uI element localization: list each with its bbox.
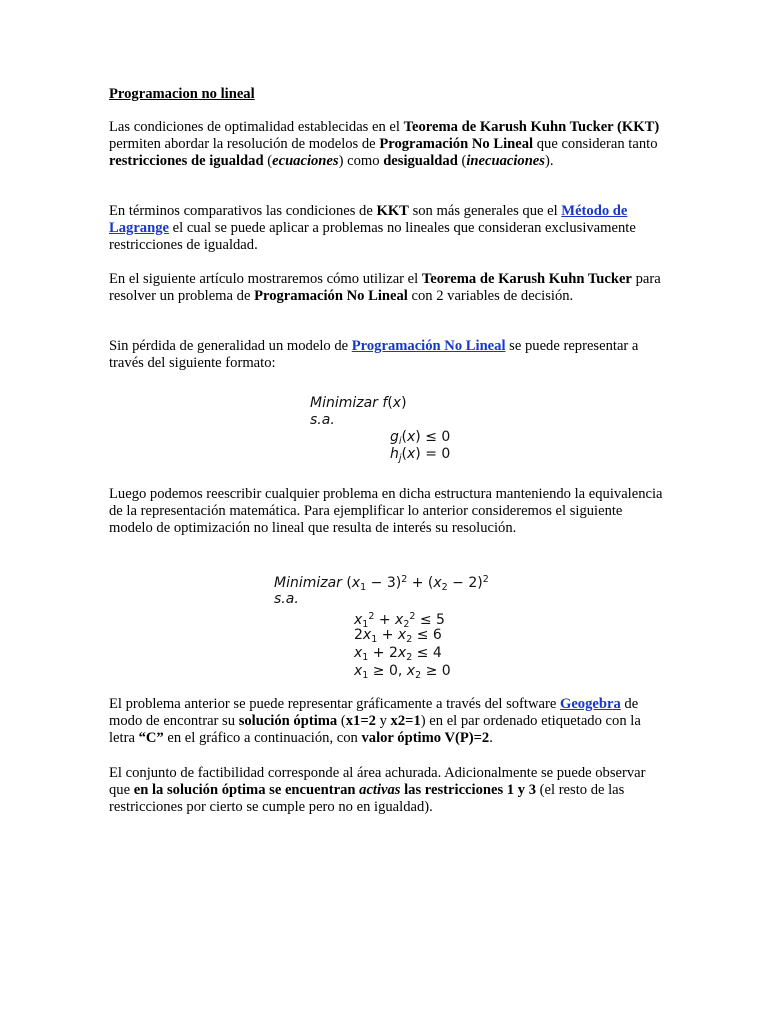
bold-text: Teorema de Karush Kuhn Tucker <box>421 271 632 287</box>
text: para resolver un problema de <box>109 271 661 304</box>
bold-text: Programación No Lineal <box>254 287 408 304</box>
page-title: Programacion no lineal <box>109 86 255 102</box>
text: El problema anterior se puede representar gráficamente a través del software <box>109 696 560 712</box>
bold-text: en la solución óptima se encuentran <box>133 781 360 798</box>
text: ) como <box>338 152 384 169</box>
text: ( <box>457 152 467 169</box>
text: ). <box>544 152 554 169</box>
text: ) en el par ordenado etiquetado con la letra <box>109 712 641 746</box>
text: que consideran tanto <box>533 135 658 152</box>
formula-sa: s.a. <box>310 412 335 428</box>
bold-text: x2=1 <box>390 712 421 729</box>
paragraph-kkt-vs-lagrange <box>109 203 669 253</box>
text: el cual se puede aplicar a problemas no lineales que consideran exclusivamente restricciones de igualdad. <box>109 219 636 253</box>
bold-text: Programación No Lineal <box>379 135 534 152</box>
text: son más generales que el <box>408 203 562 219</box>
link-geogebra[interactable]: Geogebra <box>559 696 621 712</box>
text: Sin pérdida de generalidad un modelo de <box>109 338 352 354</box>
text: con 2 variables de decisión. <box>407 287 574 304</box>
paragraph-general-format <box>109 338 669 372</box>
paragraph-kkt-intro <box>109 119 669 169</box>
text: y <box>375 712 391 729</box>
bold-text: Teorema de Karush Kuhn Tucker (KKT) <box>403 119 660 135</box>
paragraph-geogebra <box>109 696 669 746</box>
text: ( <box>263 152 273 169</box>
bold-italic-text: activas <box>359 781 401 798</box>
text: en el gráfico a continuación, con <box>163 729 362 746</box>
bold-text: restricciones de igualdad <box>109 152 264 169</box>
formula-inequality: $g_i(x) \le 0$ <box>390 429 451 447</box>
text: . <box>489 729 493 746</box>
text: ( <box>337 712 346 729</box>
text: Luego podemos reescribir cualquier problema en dicha estructura manteniendo la equivalencia de la representación matemática. Para ejemplificar lo anterior consideremos el siguiente modelo de optimización no lineal que resulta de interés su resolución. <box>109 486 663 536</box>
bold-text: desigualdad <box>383 152 458 169</box>
link-programacion-no-lineal[interactable]: Programación No Lineal <box>351 338 506 354</box>
constraint-2: $2x_1 + x_2 \le 6$ <box>354 627 442 645</box>
formula-objective: Minimizar $(x_1 - 3)^2 + (x_2 - 2)^2$ <box>274 574 489 593</box>
constraint-1: $x_1^2 + x_2^2 \le 5$ <box>354 611 445 630</box>
bold-text: las restricciones 1 y 3 <box>400 781 536 798</box>
text: En términos comparativos las condiciones de <box>109 203 377 219</box>
constraint-3: $x_1 + 2x_2 \le 4$ <box>354 645 442 663</box>
bold-text: x1=2 <box>345 712 376 729</box>
text: El conjunto de factibilidad corresponde al área achurada. Adicionalmente se puede observar que <box>109 765 646 798</box>
text: Las condiciones de optimalidad establecidas en el <box>109 119 404 135</box>
formula-objective: Minimizar f(x) <box>310 395 407 411</box>
paragraph-feasible-set <box>109 765 669 815</box>
bold-text: valor óptimo V(P)=2 <box>361 729 490 746</box>
text: de modo de encontrar su <box>109 696 639 729</box>
paragraph-article-goal <box>109 271 669 305</box>
paragraph-example-intro <box>109 486 669 536</box>
formula-equality: $h_j(x) = 0$ <box>390 446 451 464</box>
constraint-4: $x_1 \ge 0$, $x_2 \ge 0$ <box>354 663 451 681</box>
formula-sa: s.a. <box>274 591 299 607</box>
bold-text: “C” <box>138 729 164 746</box>
bold-italic-text: inecuaciones <box>466 152 545 169</box>
text: (el resto de las restricciones por cierto se cumple pero no en igualdad). <box>109 781 625 815</box>
bold-text: KKT <box>376 203 409 219</box>
text: En el siguiente artículo mostraremos cómo utilizar el <box>109 271 422 287</box>
bold-italic-text: ecuaciones <box>272 152 339 169</box>
text: se puede representar a través del siguiente formato: <box>109 338 639 371</box>
text: permiten abordar la resolución de modelos de <box>109 135 380 152</box>
bold-text: solución óptima <box>238 712 338 729</box>
link-metodo-lagrange[interactable]: Método de Lagrange <box>109 203 628 236</box>
